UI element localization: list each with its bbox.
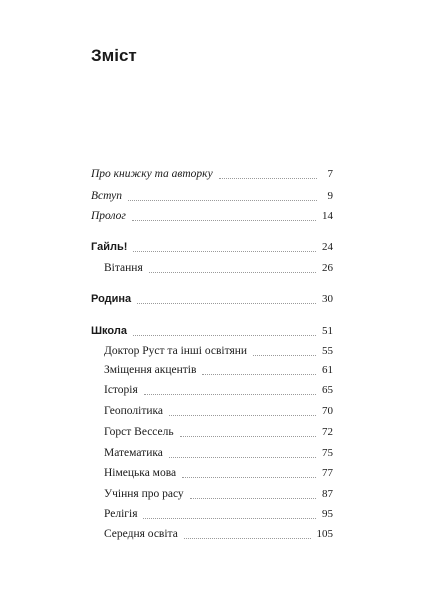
toc-entry[interactable]: [104, 447, 333, 463]
dot-leader: [128, 199, 317, 201]
toc-entry-label: Математика: [104, 447, 163, 459]
toc-entry-label: Пролог: [91, 210, 126, 222]
toc-page-number: 51: [322, 325, 333, 337]
toc-page-number: 7: [327, 168, 333, 180]
dot-leader: [169, 414, 316, 416]
toc-entry-label: Історія: [104, 384, 138, 396]
toc-entry[interactable]: [104, 364, 333, 380]
dot-leader: [202, 373, 316, 375]
toc-entry-label: Про книжку та авторку: [91, 168, 213, 180]
toc-section-label: Школа: [91, 325, 127, 337]
toc-entry-label: Зміщення акцентів: [104, 364, 197, 376]
toc-section-entry[interactable]: [91, 325, 333, 341]
toc-entry[interactable]: [91, 168, 333, 184]
toc-entry-label: Горст Вессель: [104, 426, 174, 438]
toc-page-number: 9: [327, 190, 333, 202]
toc-entry[interactable]: [104, 262, 333, 278]
toc-entry[interactable]: [104, 508, 333, 524]
toc-page-number: 26: [322, 262, 333, 274]
toc-page-number: 70: [322, 405, 333, 417]
toc-section-label: Гайль!: [91, 241, 128, 253]
toc-page-number: 14: [322, 210, 333, 222]
dot-leader: [253, 354, 316, 356]
toc-page-number: 105: [316, 528, 333, 540]
dot-leader: [219, 177, 317, 179]
toc-entry[interactable]: [104, 426, 333, 442]
toc-entry-label: Вступ: [91, 190, 123, 202]
toc-section-entry[interactable]: [91, 293, 333, 309]
toc-entry[interactable]: [91, 210, 333, 226]
dot-leader: [132, 219, 316, 221]
toc-page-number: 77: [322, 467, 333, 479]
dot-leader: [144, 393, 316, 395]
toc-entry[interactable]: [104, 488, 333, 504]
toc-page-number: 72: [322, 426, 333, 438]
toc-page-number: 95: [322, 508, 333, 520]
toc-entry[interactable]: [104, 528, 333, 544]
toc-entry-label: Середня освіта: [104, 528, 178, 540]
dot-leader: [137, 302, 316, 304]
dot-leader: [143, 517, 316, 519]
dot-leader: [190, 497, 316, 499]
toc-page-number: 55: [322, 345, 333, 357]
dot-leader: [169, 456, 316, 458]
toc-entry-label: Вітання: [104, 262, 143, 274]
toc-section-label: Родина: [91, 293, 132, 305]
toc-entry[interactable]: [104, 467, 333, 483]
toc-page-number: 61: [322, 364, 333, 376]
dot-leader: [184, 537, 311, 539]
toc-entry-label: Учіння про расу: [104, 488, 184, 500]
toc-page-number: 30: [322, 293, 333, 305]
toc-section-entry[interactable]: [91, 241, 333, 257]
toc-page-number: 65: [322, 384, 333, 396]
toc-page-number: 24: [322, 241, 333, 253]
toc-page-number: 87: [322, 488, 333, 500]
toc-entry[interactable]: [91, 190, 333, 206]
toc-entry-label: Німецька мова: [104, 467, 177, 479]
page-title: Зміст: [91, 46, 137, 65]
toc-entry-label: Геополітика: [104, 405, 164, 417]
toc-entry[interactable]: [104, 384, 333, 400]
toc-entry-label: Релігія: [104, 508, 138, 520]
dot-leader: [180, 435, 316, 437]
toc-page-number: 75: [322, 447, 333, 459]
toc-entry-label: Доктор Руст та інші освітяни: [104, 345, 248, 357]
dot-leader: [182, 476, 316, 478]
toc-entry[interactable]: [104, 405, 333, 421]
dot-leader: [133, 334, 316, 336]
dot-leader: [133, 250, 316, 252]
toc-entry[interactable]: [104, 345, 333, 361]
dot-leader: [149, 271, 316, 273]
